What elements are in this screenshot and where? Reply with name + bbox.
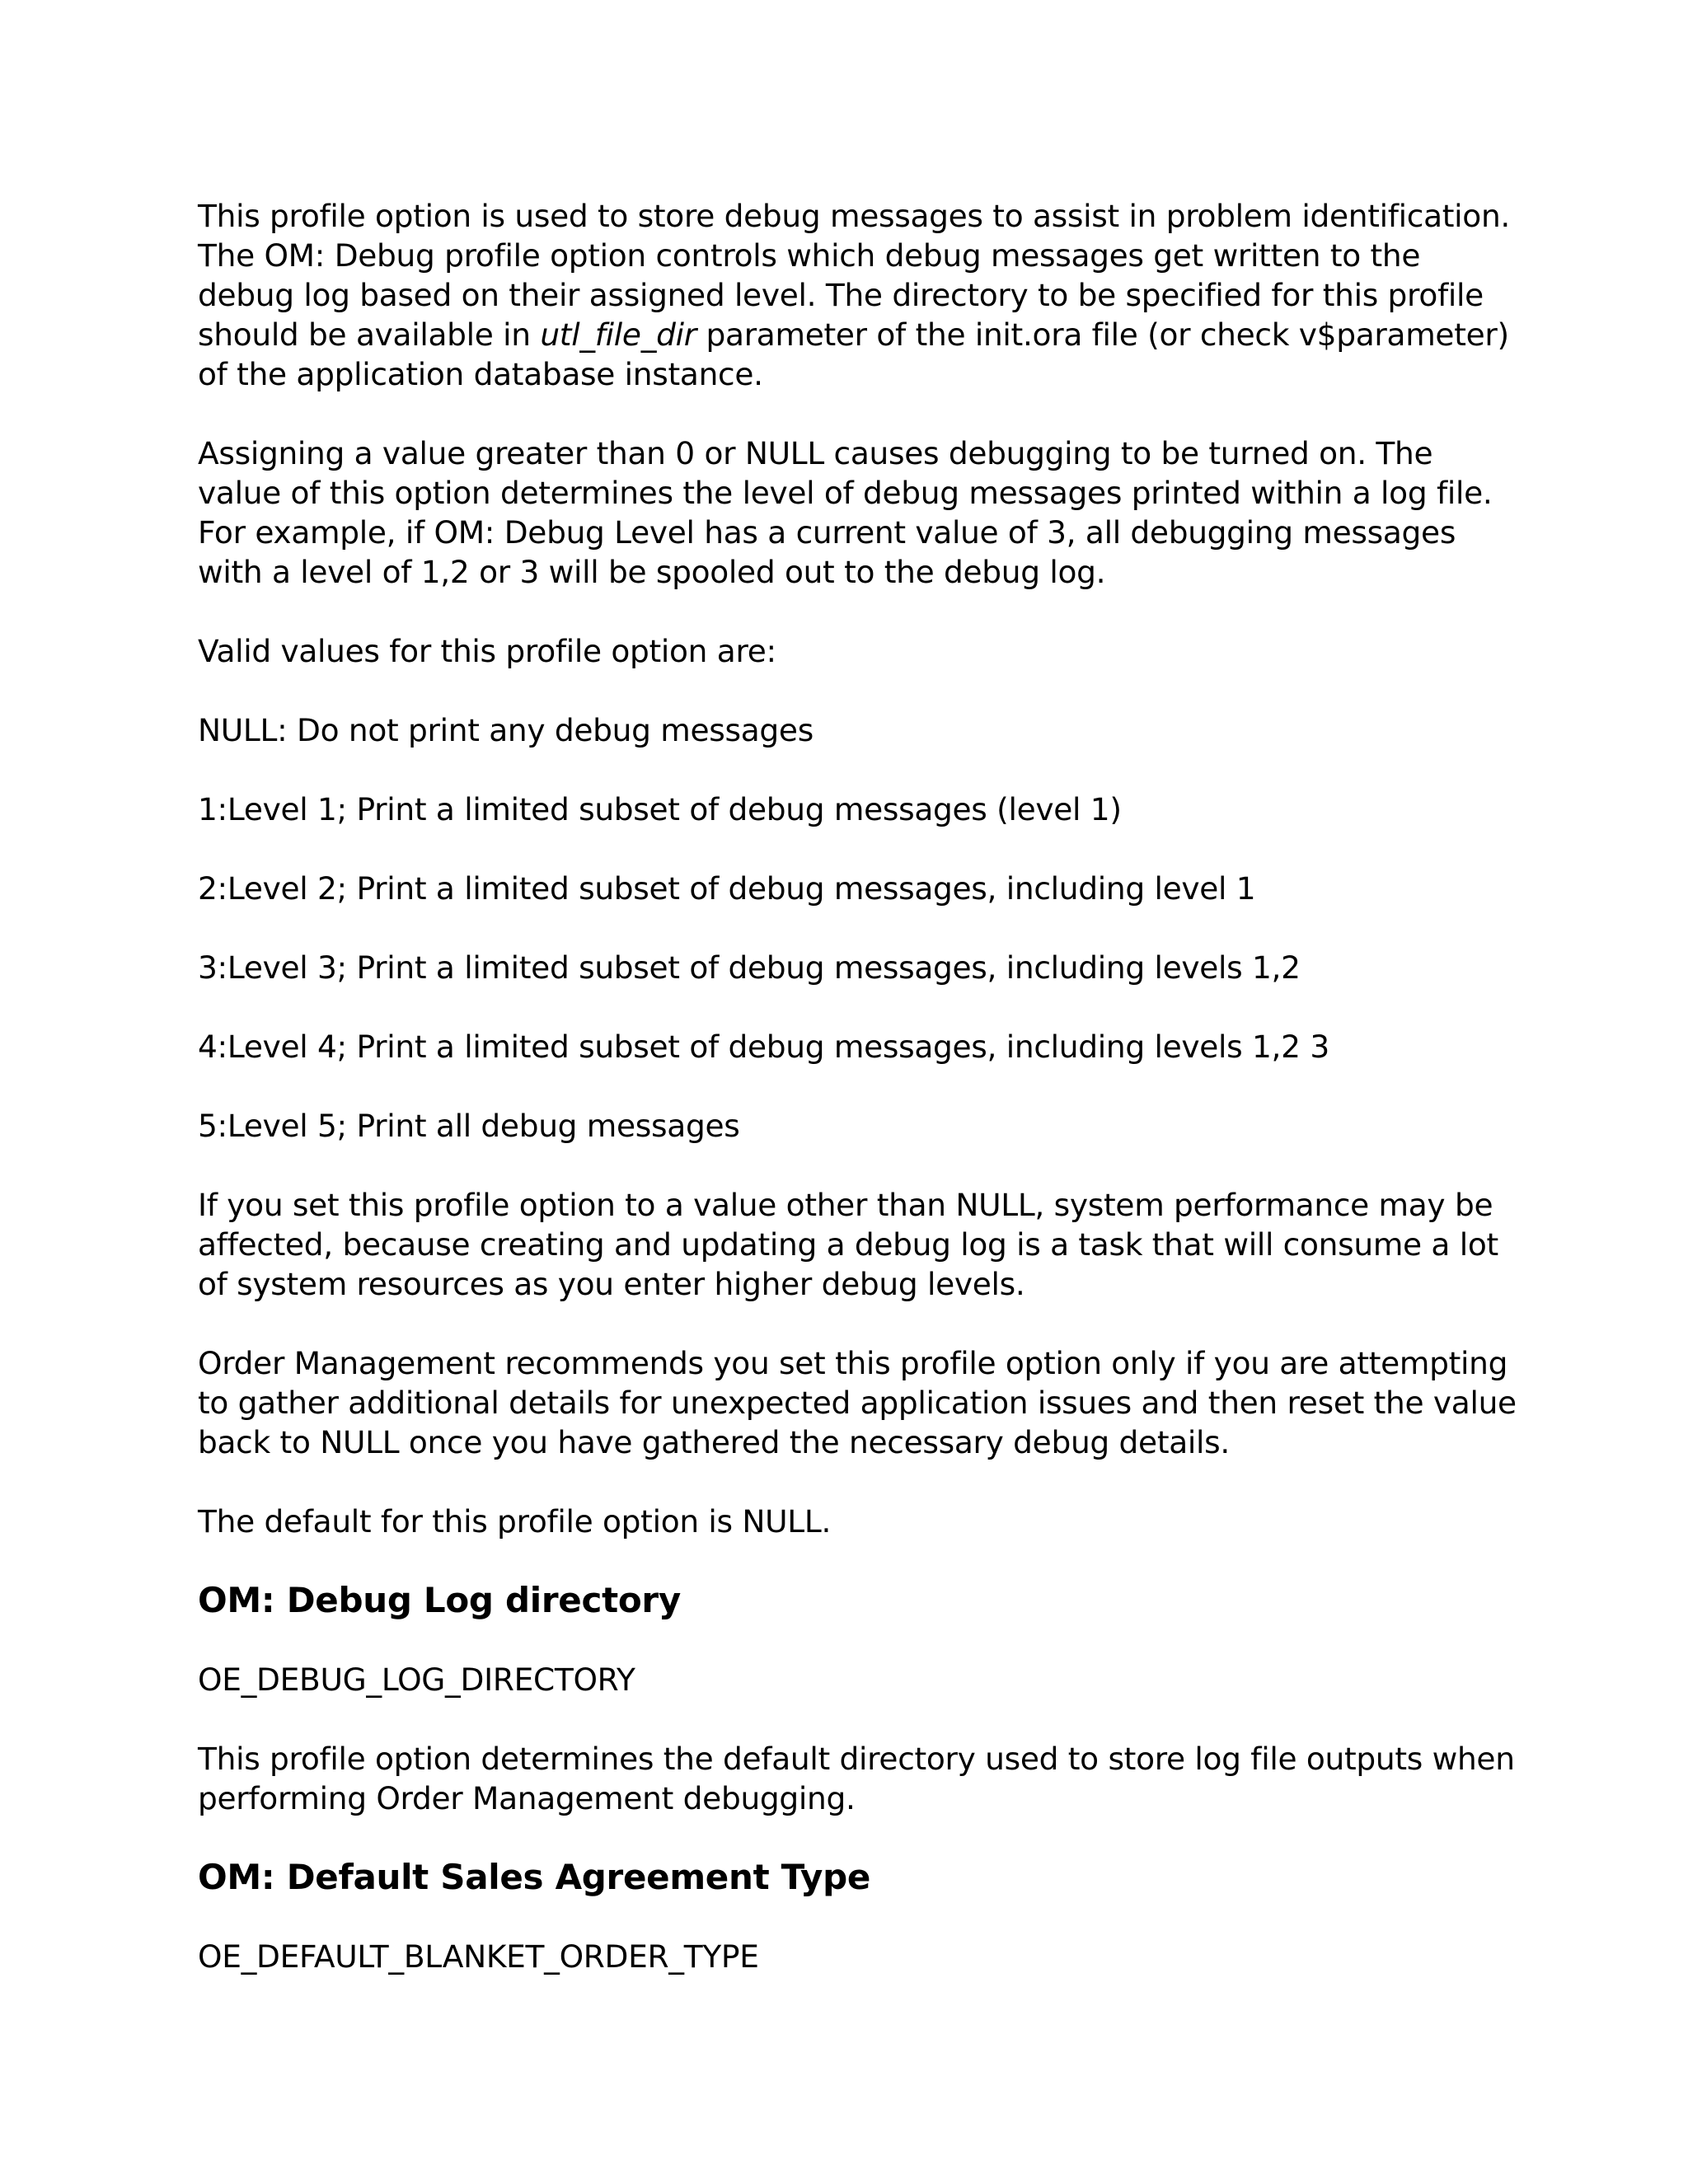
valid-value-item: 2:Level 2; Print a limited subset of debug messages, including level 1 [198, 870, 1256, 907]
valid-value-item: 4:Level 4; Print a limited subset of debug messages, including levels 1,2 3 [198, 1029, 1329, 1065]
paragraph-debug-level: Assigning a value greater than 0 or NULL causes debugging to be turned on. The value of this option determines the level of debug messages printed within a log file. For example, if OM: Debug Level has a current value of 3, all debugging messages with a level of 1,2 or 3 will be spooled out to the debug log. [198, 435, 1493, 590]
document-page [198, 196, 1517, 1976]
paragraph-valid-values-intro: Valid values for this profile option are: [198, 633, 776, 669]
paragraph-recommendation: Order Management recommends you set this profile option only if you are attempting to gather additional details for unexpected application issues and then reset the value back to NULL once you have gathered the necessary debug details. [198, 1345, 1517, 1460]
paragraph-default-value: The default for this profile option is NULL. [198, 1503, 832, 1540]
paragraph-text: parameter of the init.ora file (or check v$parameter) of the application database instance. [198, 316, 1509, 392]
paragraph-debug-log-directory-description: This profile option determines the default directory used to store log file outputs when performing Order Management debugging. [198, 1741, 1515, 1816]
profile-code-debug-log-directory: OE_DEBUG_LOG_DIRECTORY [198, 1661, 635, 1698]
valid-value-item: NULL: Do not print any debug messages [198, 712, 814, 748]
paragraph-performance-warning: If you set this profile option to a value other than NULL, system performance may be affected, because creating and updating a debug log is a task that will consume a lot of system resources as you enter higher debug levels. [198, 1187, 1498, 1302]
valid-value-item: 5:Level 5; Print all debug messages [198, 1108, 740, 1144]
paragraph-debug-overview [198, 196, 1517, 394]
paragraph-text: This profile option is used to store debug messages to assist in problem identification. The OM: Debug profile option controls which debug messages get written to the debug log based on their assigned level. The directory to be specified for this profile should be available in [198, 198, 1511, 353]
section-heading-default-sales-agreement-type: OM: Default Sales Agreement Type [198, 1857, 871, 1897]
profile-code-default-blanket-order-type: OE_DEFAULT_BLANKET_ORDER_TYPE [198, 1938, 759, 1975]
valid-value-item: 1:Level 1; Print a limited subset of debug messages (level 1) [198, 791, 1122, 827]
section-heading-debug-log-directory: OM: Debug Log directory [198, 1580, 681, 1620]
utl-file-dir-term: utl_file_dir [540, 316, 696, 353]
valid-value-item: 3:Level 3; Print a limited subset of debug messages, including levels 1,2 [198, 949, 1301, 986]
